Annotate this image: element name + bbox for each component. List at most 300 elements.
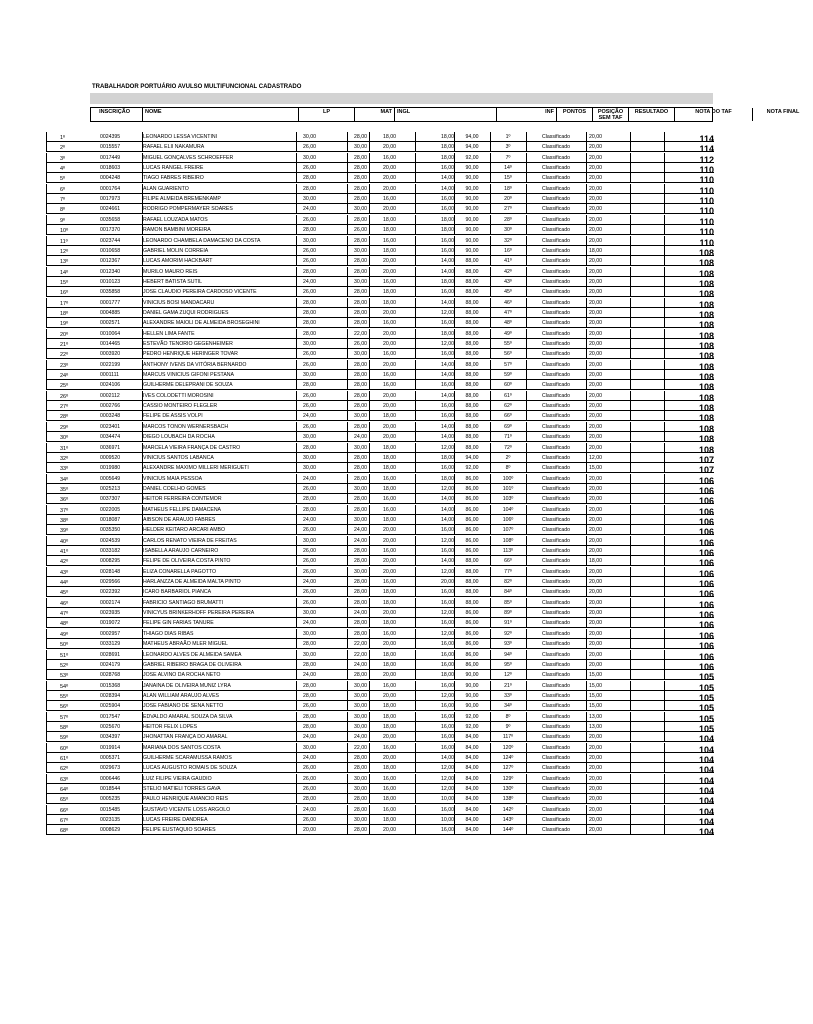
- cell-nota-final: 108: [698, 434, 714, 445]
- cell-divider: [630, 287, 631, 297]
- cell-nota-final: 108: [698, 320, 714, 331]
- cell-inf: 14,00: [441, 175, 454, 182]
- cell-divider: [586, 794, 587, 804]
- cell-pontos: 92,00: [465, 465, 479, 472]
- row-rank: 15º: [60, 279, 69, 286]
- table-row: [0, 712, 768, 722]
- cell-posicao: 43º: [504, 278, 512, 285]
- cell-divider: [630, 639, 631, 649]
- cell-inscricao: 0017973: [100, 196, 121, 203]
- cell-divider: [630, 339, 631, 349]
- cell-posicao: 84º: [504, 589, 512, 596]
- cell-divider: [46, 474, 47, 484]
- cell-inf: 12,00: [441, 630, 454, 637]
- page-title: TRABALHADOR PORTUÁRIO AVULSO MULTIFUNCIONAL CADASTRADO: [92, 84, 302, 90]
- cell-lp: 26,00: [303, 165, 316, 172]
- cell-divider: [664, 556, 665, 566]
- cell-nota-final: 112: [699, 154, 714, 165]
- cell-divider: [630, 370, 631, 380]
- cell-nome: MARCOS TONON WERNERSBACH: [143, 423, 229, 430]
- table-row: [0, 287, 768, 300]
- cell-resultado: Classificado: [542, 610, 570, 617]
- cell-nota-final: 108: [698, 278, 714, 289]
- cell-divider: [586, 142, 587, 152]
- cell-nome: MARCELA VIEIRA FRANÇA DE CASTRO: [143, 444, 241, 451]
- cell-nome: FELIPE EUSTAQUIO SOARES: [143, 827, 216, 834]
- cell-inf: 16,00: [441, 589, 454, 596]
- cell-divider: [664, 784, 665, 794]
- table-row: [0, 453, 768, 463]
- cell-divider: [630, 494, 631, 504]
- cell-ingl: 16,00: [383, 382, 396, 389]
- cell-divider: [46, 142, 47, 152]
- cell-nota-taf: 15,00: [589, 465, 602, 472]
- cell-inf: 16,00: [441, 620, 454, 627]
- cell-mat: 28,00: [354, 320, 367, 327]
- cell-divider: [664, 815, 665, 825]
- table-row: [0, 308, 768, 318]
- cell-mat: 24,00: [354, 610, 367, 617]
- cell-divider: [630, 722, 631, 732]
- row-rank: 24º: [60, 373, 69, 380]
- cell-divider: [46, 618, 47, 628]
- cell-nome: LUIZ FILIPE VIEIRA GAUDIO: [143, 775, 212, 782]
- cell-resultado: Classificado: [542, 237, 570, 244]
- cell-resultado: Classificado: [542, 765, 570, 772]
- cell-mat: 28,00: [354, 755, 367, 761]
- row-rank: 4º: [60, 166, 66, 173]
- cell-posicao: 143º: [502, 817, 514, 824]
- cell-lp: 30,00: [303, 434, 316, 441]
- cell-posicao: 18º: [504, 185, 512, 192]
- cell-mat: 28,00: [354, 392, 367, 399]
- cell-ingl: 16,00: [383, 278, 396, 285]
- cell-resultado: Classificado: [542, 796, 570, 803]
- cell-ingl: 20,00: [383, 165, 396, 172]
- cell-divider: [630, 256, 631, 266]
- cell-ingl: 20,00: [383, 175, 396, 182]
- cell-nota-taf: 20,00: [589, 475, 602, 482]
- cell-nota-final: 106: [698, 620, 714, 631]
- cell-pontos: 90,00: [465, 175, 479, 182]
- cell-nota-final: 110: [699, 175, 714, 186]
- cell-inscricao: 0017547: [100, 713, 121, 720]
- cell-nota-taf: 20,00: [589, 651, 602, 658]
- cell-mat: 30,00: [354, 247, 367, 254]
- cell-divider: [46, 598, 47, 608]
- cell-divider: [526, 163, 527, 173]
- cell-divider: [46, 722, 47, 732]
- cell-mat: 28,00: [354, 165, 367, 172]
- cell-divider: [46, 712, 47, 722]
- cell-divider: [630, 577, 631, 587]
- cell-inf: 12,00: [441, 444, 454, 451]
- cell-resultado: Classificado: [542, 827, 570, 834]
- cell-ingl: 20,00: [383, 610, 396, 617]
- cell-inf: 16,00: [441, 247, 454, 254]
- cell-nome: JOSE ALVINO DA ROCHA NETO: [143, 672, 221, 679]
- cell-divider: [630, 422, 631, 432]
- cell-ingl: 18,00: [383, 413, 396, 420]
- cell-pontos: 86,00: [465, 527, 479, 534]
- cell-nota-final: 108: [698, 351, 714, 362]
- cell-divider: [586, 173, 587, 183]
- cell-divider: [630, 298, 631, 308]
- cell-ingl: 20,00: [383, 206, 396, 213]
- cell-divider: [664, 712, 665, 722]
- cell-pontos: 90,00: [465, 703, 479, 710]
- cell-nota-final: 107: [698, 454, 714, 465]
- cell-pontos: 92,00: [465, 723, 479, 730]
- cell-nome: EDVALDO AMARAL SOUZA DA SILVA: [143, 713, 233, 720]
- cell-mat: 24,00: [354, 661, 367, 668]
- cell-divider: [630, 163, 631, 173]
- cell-resultado: Classificado: [542, 154, 570, 161]
- cell-nota-final: 106: [698, 506, 714, 517]
- cell-inf: 18,00: [441, 154, 454, 161]
- cell-nota-final: 108: [698, 403, 714, 414]
- cell-posicao: 66º: [504, 413, 512, 420]
- cell-divider: [586, 184, 587, 194]
- cell-nome: MIGUEL GONÇALVES SCHROEFFER: [143, 154, 234, 161]
- cell-posicao: 103º: [502, 496, 514, 503]
- cell-nota-taf: 20,00: [589, 196, 602, 203]
- cell-nota-final: 105: [698, 692, 714, 703]
- cell-inf: 12,00: [441, 610, 454, 617]
- cell-divider: [664, 794, 665, 804]
- cell-lp: 24,00: [303, 475, 316, 482]
- cell-ingl: 20,00: [383, 258, 396, 265]
- cell-resultado: Classificado: [542, 144, 570, 151]
- cell-inscricao: 0034397: [100, 734, 121, 741]
- table-row: [0, 525, 768, 538]
- cell-ingl: 16,00: [383, 630, 396, 637]
- cell-divider: [630, 132, 631, 142]
- cell-nota-taf: 12,00: [589, 454, 602, 461]
- table-row: [0, 204, 768, 217]
- cell-nome: VINICIUS SANTOS LABANCA: [143, 454, 214, 461]
- cell-resultado: Classificado: [542, 372, 570, 379]
- cell-posicao: 16º: [504, 247, 512, 254]
- cell-divider: [586, 722, 587, 732]
- cell-inscricao: 0019914: [100, 744, 121, 751]
- cell-ingl: 18,00: [383, 703, 396, 710]
- cell-divider: [630, 650, 631, 660]
- cell-pontos: 92,00: [465, 154, 479, 161]
- cell-divider: [630, 267, 631, 277]
- cell-nota-final: 106: [698, 558, 714, 569]
- cell-divider: [46, 153, 47, 163]
- cell-divider: [586, 256, 587, 266]
- row-rank: 60º: [60, 745, 69, 752]
- cell-nota-final: 108: [698, 289, 714, 300]
- cell-divider: [586, 815, 587, 825]
- cell-divider: [46, 670, 47, 680]
- cell-divider: [46, 215, 47, 225]
- cell-posicao: 28º: [504, 216, 512, 223]
- cell-ingl: 20,00: [383, 309, 396, 316]
- cell-posicao: 9º: [505, 723, 511, 730]
- cell-nota-taf: 20,00: [589, 216, 602, 223]
- cell-pontos: 84,00: [465, 775, 479, 782]
- cell-divider: [664, 132, 665, 142]
- cell-divider: [586, 225, 587, 235]
- cell-posicao: 95º: [504, 661, 512, 668]
- cell-divider: [586, 701, 587, 711]
- cell-nome: FELIPE DE OLIVEIRA COSTA PINTO: [143, 558, 231, 565]
- cell-divider: [586, 329, 587, 339]
- cell-ingl: 20,00: [383, 403, 396, 410]
- cell-inscricao: 0023744: [100, 237, 121, 244]
- cell-lp: 20,00: [303, 827, 316, 834]
- cell-resultado: Classificado: [542, 703, 570, 710]
- cell-nota-taf: 20,00: [589, 423, 602, 430]
- cell-divider: [630, 815, 631, 825]
- cell-lp: 30,00: [303, 341, 316, 347]
- cell-nome: MARIANA DOS SANTOS COSTA: [143, 744, 221, 751]
- cell-nota-final: 106: [698, 548, 714, 558]
- cell-divider: [664, 670, 665, 680]
- cell-divider: [46, 505, 47, 515]
- cell-pontos: 90,00: [465, 247, 479, 254]
- cell-divider: [630, 215, 631, 225]
- cell-nome: RAFAEL ELII NAKAMURA: [143, 144, 205, 151]
- cell-nome: VINICIUS MAIA PESSOA: [143, 475, 203, 482]
- cell-inf: 14,00: [441, 516, 454, 523]
- row-rank: 36º: [60, 497, 69, 504]
- table-row: [0, 784, 768, 797]
- cell-divider: [526, 629, 527, 639]
- cell-divider: [46, 246, 47, 256]
- cell-nota-taf: 20,00: [589, 734, 602, 741]
- cell-pontos: 88,00: [465, 268, 479, 275]
- row-rank: 18º: [60, 310, 69, 317]
- cell-nota-taf: 20,00: [589, 434, 602, 441]
- cell-resultado: Classificado: [542, 361, 570, 368]
- table-row: [0, 484, 768, 494]
- cell-lp: 30,00: [303, 372, 316, 379]
- row-rank: 27º: [60, 404, 69, 411]
- cell-divider: [630, 194, 631, 204]
- cell-inf: 16,00: [441, 196, 454, 203]
- cell-nome: MATHEUS ABRAÃO MLER MIGUEL: [143, 641, 228, 648]
- cell-inscricao: 0023935: [100, 610, 121, 617]
- cell-nota-taf: 20,00: [589, 185, 602, 192]
- cell-divider: [664, 194, 665, 204]
- cell-inscricao: 0024395: [100, 134, 121, 140]
- cell-divider: [586, 287, 587, 297]
- cell-divider: [46, 577, 47, 587]
- cell-posicao: 49º: [504, 330, 512, 337]
- cell-lp: 26,00: [303, 817, 316, 824]
- cell-resultado: Classificado: [542, 682, 570, 689]
- cell-ingl: 18,00: [383, 661, 396, 668]
- row-rank: 50º: [60, 642, 69, 649]
- cell-divider: [630, 432, 631, 442]
- cell-divider: [586, 618, 587, 628]
- cell-lp: 30,00: [303, 237, 316, 244]
- cell-inf: 12,00: [441, 786, 454, 793]
- cell-inf: 14,00: [441, 361, 454, 368]
- row-rank: 38º: [60, 517, 69, 524]
- cell-inf: 14,00: [441, 299, 454, 306]
- cell-nome: HELLEN LIMA FANTE: [143, 330, 195, 337]
- row-rank: 6º: [60, 186, 66, 193]
- cell-nota-taf: 20,00: [589, 237, 602, 244]
- cell-posicao: 48º: [504, 320, 512, 327]
- cell-lp: 26,00: [303, 216, 316, 223]
- row-rank: 13º: [60, 259, 69, 266]
- cell-divider: [630, 805, 631, 815]
- cell-resultado: Classificado: [542, 382, 570, 389]
- row-rank: 32º: [60, 455, 69, 462]
- cell-nota-final: 108: [698, 309, 714, 320]
- cell-divider: [664, 401, 665, 411]
- cell-divider: [664, 763, 665, 773]
- table-row: [0, 763, 768, 776]
- table-row: [0, 360, 768, 370]
- cell-divider: [586, 650, 587, 660]
- cell-divider: [46, 732, 47, 742]
- cell-nota-final: 106: [698, 496, 714, 507]
- cell-inf: 16,00: [441, 548, 454, 554]
- cell-divider: [664, 681, 665, 691]
- cell-nota-final: 105: [698, 723, 714, 734]
- cell-mat: 28,00: [354, 154, 367, 161]
- cell-nome: GABRIEL RIBEIRO BRAGA DE OLIVEIRA: [143, 661, 242, 668]
- cell-inf: 16,00: [441, 703, 454, 710]
- cell-divider: [526, 411, 527, 421]
- cell-inscricao: 0035350: [100, 527, 121, 534]
- cell-divider: [46, 753, 47, 763]
- cell-nota-final: 105: [698, 703, 714, 714]
- cell-resultado: Classificado: [542, 309, 570, 316]
- cell-pontos: 86,00: [465, 620, 479, 627]
- cell-pontos: 84,00: [465, 744, 479, 751]
- cell-resultado: Classificado: [542, 289, 570, 296]
- cell-nome: ESTEVÃO TENORIO GEGENHEIMER: [143, 341, 233, 347]
- row-rank: 17º: [60, 300, 69, 307]
- cell-inf: 14,00: [441, 558, 454, 565]
- cell-lp: 28,00: [303, 496, 316, 503]
- cell-inf: 16,00: [441, 827, 454, 834]
- cell-nota-taf: 20,00: [589, 620, 602, 627]
- cell-pontos: 90,00: [465, 216, 479, 223]
- row-rank: 8º: [60, 207, 66, 214]
- cell-divider: [630, 701, 631, 711]
- cell-divider: [630, 618, 631, 628]
- table-row: [0, 505, 768, 515]
- cell-divider: [46, 629, 47, 639]
- cell-pontos: 88,00: [465, 289, 479, 296]
- row-rank: 43º: [60, 569, 69, 576]
- row-rank: 54º: [60, 683, 69, 690]
- cell-nota-taf: 20,00: [589, 765, 602, 772]
- cell-mat: 28,00: [354, 372, 367, 379]
- cell-divider: [664, 546, 665, 556]
- cell-inscricao: 0004248: [100, 175, 121, 182]
- cell-divider: [630, 173, 631, 183]
- cell-nome: FILIPE ALMEIDA BREMENKAMP: [143, 196, 221, 203]
- cell-nota-taf: 20,00: [589, 278, 602, 285]
- table-row: [0, 225, 768, 238]
- cell-pontos: 88,00: [465, 589, 479, 596]
- cell-mat: 28,00: [354, 237, 367, 244]
- cell-nota-taf: 20,00: [589, 744, 602, 751]
- cell-inscricao: 0035858: [100, 289, 121, 296]
- table-row: [0, 639, 768, 652]
- cell-divider: [586, 556, 587, 566]
- cell-divider: [586, 474, 587, 484]
- cell-inscricao: 0024179: [100, 661, 121, 668]
- row-rank: 52º: [60, 662, 69, 669]
- cell-posicao: 1º: [505, 134, 511, 140]
- cell-nota-taf: 20,00: [589, 403, 602, 410]
- cell-divider: [526, 825, 527, 835]
- cell-nota-taf: 20,00: [589, 527, 602, 534]
- cell-resultado: Classificado: [542, 227, 570, 234]
- cell-inscricao: 0012367: [100, 258, 121, 265]
- cell-divider: [586, 732, 587, 742]
- row-rank: 35º: [60, 486, 69, 493]
- cell-lp: 24,00: [303, 413, 316, 420]
- cell-nota-taf: 20,00: [589, 786, 602, 793]
- cell-divider: [630, 794, 631, 804]
- cell-mat: 28,00: [354, 579, 367, 586]
- cell-divider: [526, 225, 527, 235]
- cell-lp: 26,00: [303, 485, 316, 492]
- cell-inf: 16,00: [441, 465, 454, 472]
- cell-mat: 22,00: [354, 330, 367, 337]
- cell-divider: [526, 515, 527, 525]
- cell-nota-taf: 20,00: [589, 258, 602, 265]
- cell-pontos: 92,00: [465, 713, 479, 720]
- cell-divider: [630, 246, 631, 256]
- row-rank: 21º: [60, 342, 69, 348]
- cell-divider: [526, 277, 527, 287]
- cell-ingl: 16,00: [383, 496, 396, 503]
- cell-mat: 28,00: [354, 599, 367, 606]
- cell-divider: [586, 660, 587, 670]
- cell-inscricao: 0003248: [100, 413, 121, 420]
- table-row: [0, 267, 768, 277]
- cell-divider: [586, 753, 587, 763]
- cell-pontos: 88,00: [465, 558, 479, 565]
- row-rank: 20º: [60, 331, 69, 338]
- cell-lp: 24,00: [303, 806, 316, 813]
- table-row: [0, 546, 768, 556]
- cell-divider: [586, 567, 587, 577]
- cell-divider: [526, 598, 527, 608]
- cell-nota-final: 114: [699, 134, 714, 144]
- cell-divider: [526, 587, 527, 597]
- cell-nota-final: 110: [699, 165, 714, 176]
- cell-inf: 16,00: [441, 413, 454, 420]
- cell-divider: [526, 577, 527, 587]
- cell-nota-taf: 20,00: [589, 154, 602, 161]
- cell-pontos: 88,00: [465, 568, 479, 575]
- cell-lp: 30,00: [303, 651, 316, 658]
- cell-inf: 12,00: [441, 775, 454, 782]
- cell-posicao: 72º: [504, 444, 512, 451]
- cell-lp: 30,00: [303, 630, 316, 637]
- table-header: [90, 107, 800, 122]
- cell-divider: [46, 556, 47, 566]
- cell-ingl: 20,00: [383, 185, 396, 192]
- cell-divider: [46, 132, 47, 142]
- cell-pontos: 88,00: [465, 320, 479, 327]
- cell-divider: [630, 743, 631, 753]
